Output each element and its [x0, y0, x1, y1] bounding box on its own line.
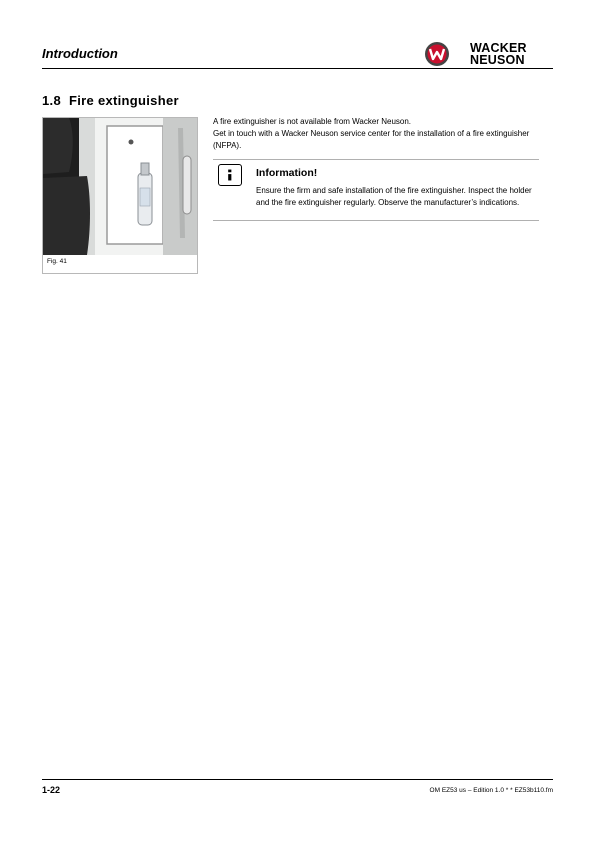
section-heading — [42, 93, 179, 108]
chapter-title: Introduction — [42, 46, 118, 61]
section-title: Fire extinguisher — [68, 93, 179, 108]
info-divider-top — [213, 159, 539, 160]
footer-divider — [42, 779, 553, 780]
figure-box — [42, 117, 198, 274]
logo-wordmark — [470, 42, 527, 66]
logo-wordmark-line1: WACKER — [470, 41, 527, 55]
figure-caption: Fig. 41 — [47, 258, 67, 265]
info-text: Ensure the firm and safe installation of the fire extinguisher. Inspect the holder and the fire extinguisher regularly. Observe the manufacturer’s indications. — [256, 186, 532, 207]
info-title: Information! — [256, 167, 318, 179]
header-divider — [42, 68, 553, 69]
fire-extinguisher-photo — [43, 118, 198, 255]
info-icon — [218, 164, 242, 186]
document-reference: OM EZ53 us – Edition 1.0 * * EZ53b110.fm — [429, 787, 553, 794]
body-paragraph: A fire extinguisher is not available from Wacker Neuson. — [213, 117, 412, 126]
body-paragraph: Get in touch with a Wacker Neuson service center for the installation of a fire extinguisher (NFPA). — [213, 129, 530, 150]
logo-wordmark-line2: NEUSON — [470, 53, 525, 67]
page-number: 1-22 — [42, 785, 61, 795]
info-divider-bottom — [213, 220, 539, 221]
section-number: 1.8 — [42, 93, 61, 108]
